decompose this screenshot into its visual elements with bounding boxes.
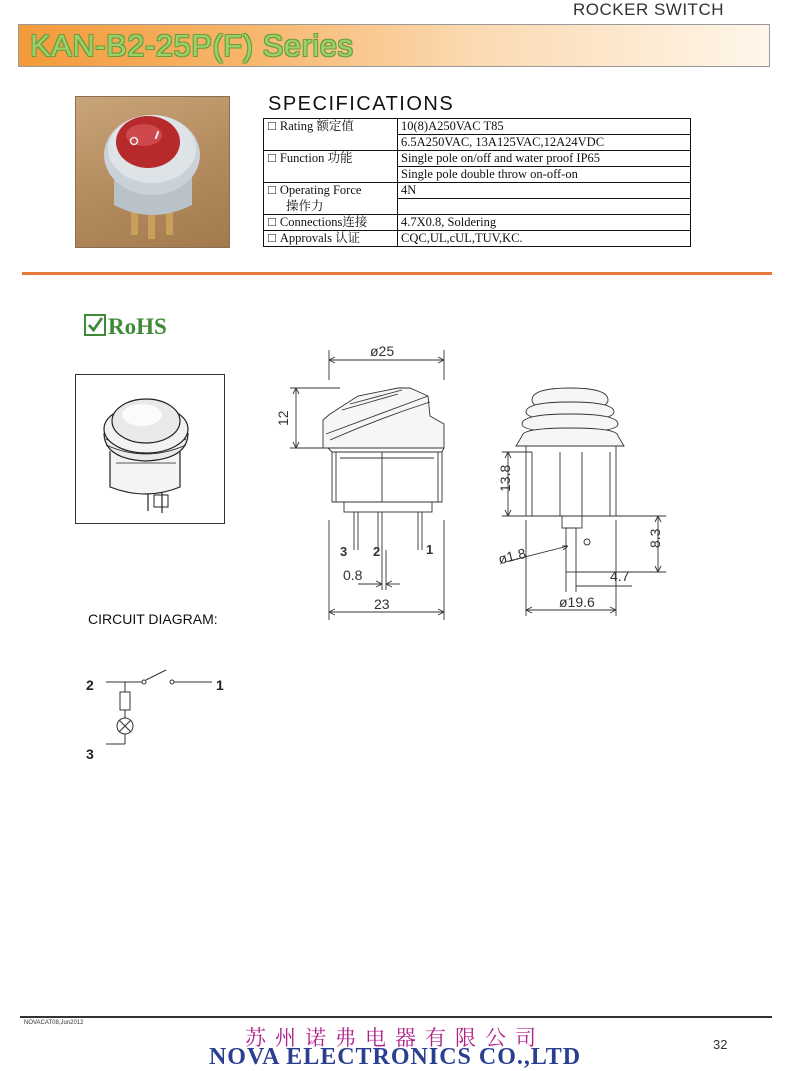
dim-diameter-bottom: ø19.6 xyxy=(559,594,595,610)
checkbox-icon: ☐ xyxy=(267,184,277,198)
circuit-diagram-label: CIRCUIT DIAGRAM: xyxy=(88,611,218,627)
circuit-diagram xyxy=(80,660,240,770)
spec-label: Rating 额定值 xyxy=(279,119,354,134)
spec-label: Function 功能 xyxy=(279,151,353,166)
table-row xyxy=(264,151,691,167)
spec-value: 10(8)A250VAC T85 xyxy=(398,119,691,135)
spec-value: 4N xyxy=(398,183,691,199)
checkbox-icon: ☐ xyxy=(267,120,277,134)
spec-value: 6.5A250VAC, 13A125VAC,12A24VDC xyxy=(398,135,691,151)
spec-label xyxy=(264,167,398,183)
spec-value: Single pole on/off and water proof IP65 xyxy=(398,151,691,167)
checkbox-icon: ☐ xyxy=(267,152,277,166)
table-row xyxy=(264,183,691,199)
circuit-terminal-1: 1 xyxy=(216,677,224,693)
product-sketch xyxy=(75,374,225,524)
dim-terminal-width: 4.7 xyxy=(610,568,630,584)
circuit-terminal-2: 2 xyxy=(86,677,94,693)
company-name-chinese: 苏州诺弗电器有限公司 xyxy=(245,1026,545,1050)
specifications-table xyxy=(263,118,691,247)
pin-label-3: 3 xyxy=(340,544,348,559)
rohs-mark: RoHS xyxy=(84,314,167,340)
dim-hole: ø1.8 xyxy=(496,544,528,568)
dim-terminal-length: 8.3 xyxy=(647,528,663,548)
table-row xyxy=(264,135,691,151)
spec-label xyxy=(264,135,398,151)
spec-value: Single pole double throw on-off-on xyxy=(398,167,691,183)
technical-drawing xyxy=(270,340,690,620)
table-row xyxy=(264,215,691,231)
section-divider xyxy=(22,272,772,275)
dim-pin-thickness: 0.8 xyxy=(343,567,363,583)
spec-value: 4.7X0.8, Soldering xyxy=(398,215,691,231)
spec-value xyxy=(398,199,691,215)
spec-value: CQC,UL,cUL,TUV,KC. xyxy=(398,231,691,247)
pin-label-1: 1 xyxy=(426,542,434,557)
product-title: KAN-B2-25P(F) Series xyxy=(30,28,354,63)
pin-label-2: 2 xyxy=(373,544,381,559)
dim-height-top: 12 xyxy=(275,410,291,426)
checkbox-icon: ☐ xyxy=(267,232,277,245)
checkbox-icon: ☐ xyxy=(267,216,277,229)
dim-body-height: 13.8 xyxy=(497,464,513,492)
circuit-terminal-3: 3 xyxy=(86,746,94,762)
company-name-english: NOVA ELECTRONICS CO.,LTD xyxy=(208,1044,582,1070)
footer-divider xyxy=(20,1016,772,1018)
checkmark-icon xyxy=(84,314,106,336)
table-row xyxy=(264,167,691,183)
dim-width-bottom: 23 xyxy=(374,596,390,612)
product-photo xyxy=(75,96,230,248)
dim-diameter-top: ø25 xyxy=(370,343,395,359)
page-number: 32 xyxy=(713,1037,728,1052)
category-label: ROCKER SWITCH xyxy=(573,0,724,19)
table-row xyxy=(264,119,691,135)
spec-label: 操作力 xyxy=(264,199,398,215)
spec-label: Connections连接 xyxy=(279,215,368,229)
table-row xyxy=(264,199,691,215)
table-row xyxy=(264,231,691,247)
spec-label: Approvals 认证 xyxy=(279,231,361,245)
document-code: NOVACAT08,Jun2012 xyxy=(24,1020,84,1026)
specifications-heading: SPECIFICATIONS xyxy=(268,93,455,115)
spec-label: Operating Force xyxy=(279,183,362,198)
